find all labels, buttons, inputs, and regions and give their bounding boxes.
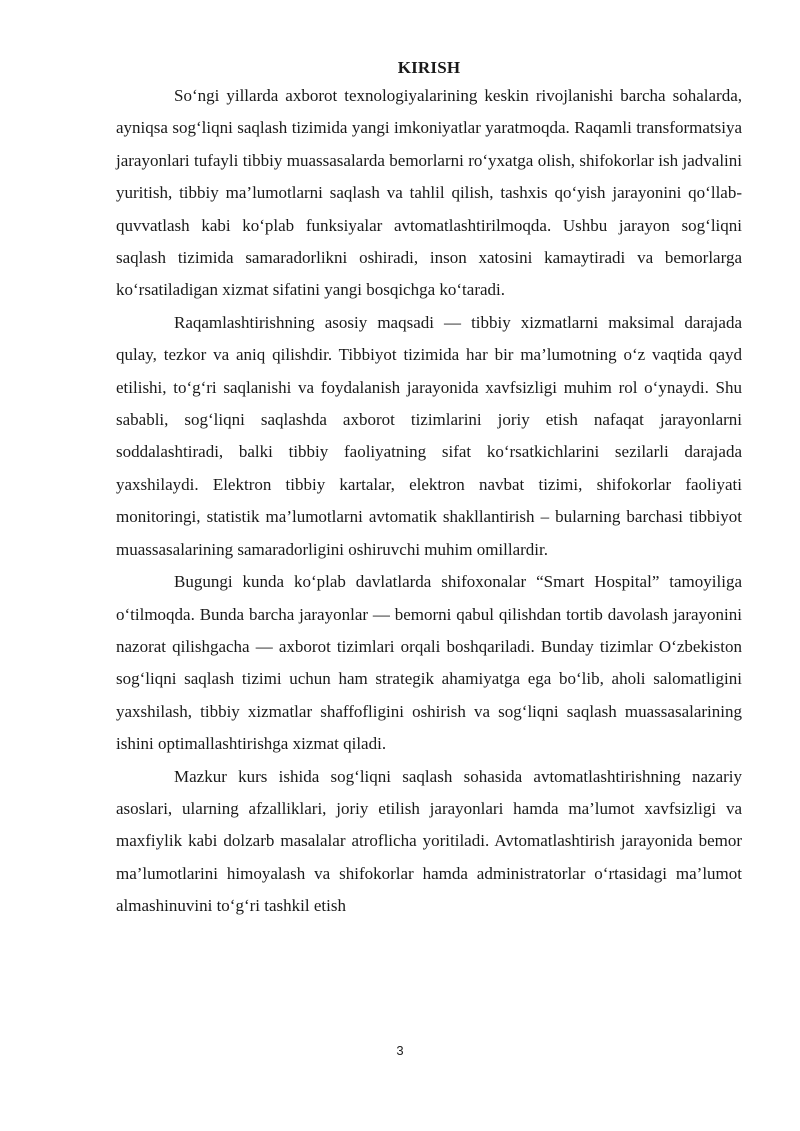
document-page bbox=[116, 56, 742, 923]
paragraph-2: Raqamlashtirishning asosiy maqsadi — tibbiy xizmatlarni maksimal darajada qulay, tezkor va aniq qilishdir. Tibbiyot tizimida har bir ma’lumotning o‘z vaqtida qayd etilishi, to‘g‘ri saqlanishi va foydalanish jarayonida xavfsizligi muhim rol o‘ynaydi. Shu sababli, sog‘liqni saqlashda axborot tizimlarini joriy etish nafaqat jarayonlarni soddalashtiradi, balki tibbiy faoliyatning sifat ko‘rsatkichlarini sezilarli darajada yaxshilaydi. Elektron tibbiy kartalar, elektron navbat tizimi, shifokorlar faoliyati monitoringi, statistik ma’lumotlarni avtomatik shakllantirish – bularning barchasi tibbiyot muassasalarining samaradorligini oshiruvchi muhim omillardir. bbox=[116, 312, 742, 559]
paragraph-1: So‘ngi yillarda axborot texnologiyalarining keskin rivojlanishi barcha sohalarda, ayniqsa sog‘liqni saqlash tizimida yangi imkoniyatlar yaratmoqda. Raqamli transformatsiya jarayonlari tufayli tibbiy muassasalarda bemorlarni ro‘yxatga olish, shifokorlar ish jadvalini yuritish, tibbiy ma’lumotlarni saqlash va tahlil qilish, tashxis qo‘yish jarayonini qo‘llab-quvvatlash kabi ko‘plab funksiyalar avtomatlashtirilmoqda. Ushbu jarayon sog‘liqni saqlash tizimida samaradorlikni oshiradi, inson xatosini kamaytiradi va bemorlarga ko‘rsatiladigan xizmat sifatini yangi bosqichga ko‘taradi. bbox=[116, 86, 742, 300]
paragraph-3: Bugungi kunda ko‘plab davlatlarda shifoxonalar “Smart Hospital” tamoyiliga o‘tilmoqda. Bunda barcha jarayonlar — bemorni qabul qilishdan tortib davolash jarayonini nazorat qilishgacha — axborot tizimlari orqali boshqariladi. Bunday tizimlar O‘zbekiston sog‘liqni saqlash tizimi uchun ham strategik ahamiyatga ega bo‘lib, aholi salomatligini yaxshilash, tibbiy xizmatlar shaffofligini oshirish va sog‘liqni saqlash muassasalarining ishini optimallashtirishga xizmat qiladi. bbox=[116, 572, 742, 754]
page-number: 3 bbox=[396, 1043, 404, 1058]
paragraph-4: Mazkur kurs ishida sog‘liqni saqlash sohasida avtomatlashtirishning nazariy asoslari, ularning afzalliklari, joriy etilish jarayonlari hamda ma’lumot xavfsizligi va maxfiylik kabi dolzarb masalalar atroflicha yoritiladi. Avtomatlashtirish jarayonida bemor ma’lumotlarini himoyalash va shifokorlar hamda administratorlar o‘rtasidagi ma’lumot almashinuvini to‘g‘ri tashkil etish bbox=[116, 766, 742, 916]
section-heading: KIRISH bbox=[397, 58, 461, 77]
